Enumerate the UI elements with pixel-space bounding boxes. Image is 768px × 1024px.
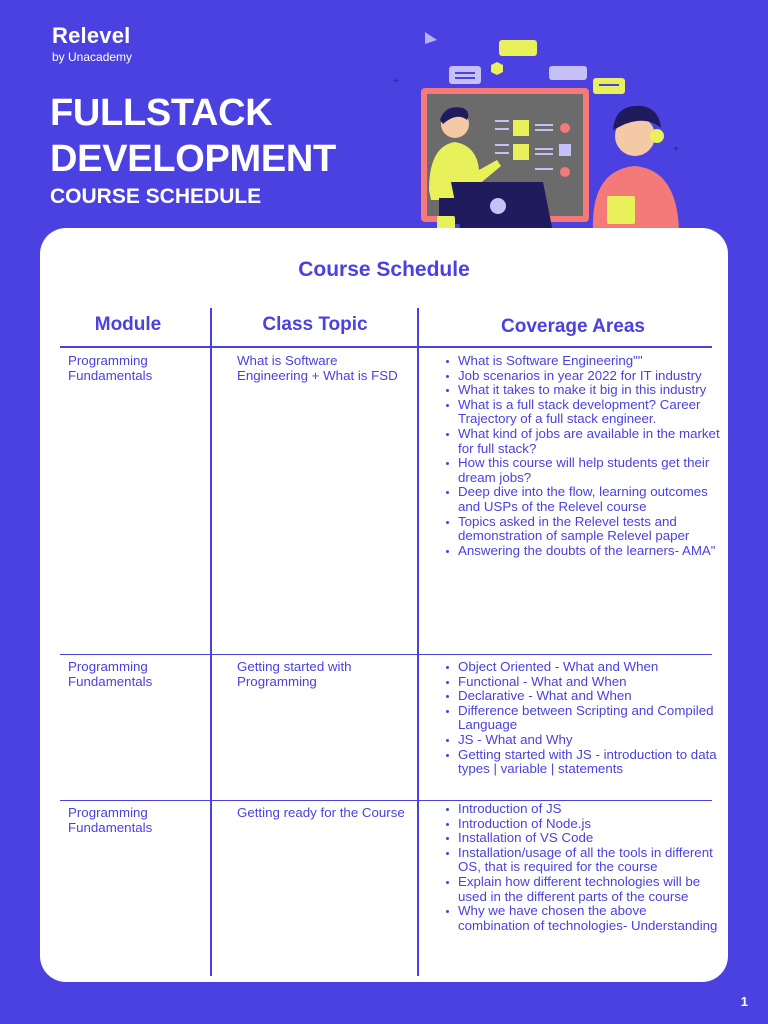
row-3-topic: Getting ready for the Course [237, 805, 405, 820]
row-1-topic: What is Software Engineering + What is FSD [237, 353, 398, 383]
column-divider [210, 308, 212, 976]
header-divider [60, 346, 712, 348]
table-title: Course Schedule [298, 258, 470, 281]
list-item: JS - What and Why [440, 733, 720, 748]
list-item: Installation of VS Code [440, 831, 720, 846]
list-item: Declarative - What and When [440, 689, 720, 704]
page-number: 1 [740, 994, 748, 1009]
column-divider [417, 308, 419, 976]
list-item: Job scenarios in year 2022 for IT industry [440, 369, 720, 384]
title-line-1: FULLSTACK [50, 92, 273, 134]
header-coverage-areas: Coverage Areas [501, 316, 645, 337]
row-divider [60, 654, 712, 655]
list-item: Functional - What and When [440, 675, 720, 690]
page-title [50, 90, 336, 210]
title-line-2: DEVELOPMENT [50, 138, 336, 180]
row-2-coverage [440, 660, 720, 777]
svg-text:+: + [393, 76, 399, 87]
list-item: Introduction of Node.js [440, 817, 720, 832]
list-item: Why we have chosen the above combination of technologies- Understanding [440, 904, 720, 933]
list-item: Getting started with JS - introduction to data types | variable | statements [440, 748, 720, 777]
list-item: What is a full stack development? Career Trajectory of a full stack engineer. [440, 398, 720, 427]
list-item: Explain how different technologies will be used in the different parts of the course [440, 875, 720, 904]
brand-logo [52, 24, 132, 64]
teacher-and-student-laptop-illustration-icon [385, 20, 715, 245]
list-item: What it takes to make it big in this industry [440, 383, 720, 398]
row-3-coverage [440, 802, 720, 933]
row-2-topic: Getting started with Programming [237, 659, 352, 689]
row-1-coverage [440, 354, 720, 558]
row-1-module: Programming Fundamentals [68, 353, 153, 383]
list-item: What is Software Engineering"" [440, 354, 720, 369]
list-item: Answering the doubts of the learners- AMA" [440, 544, 720, 559]
header-module: Module [94, 314, 162, 335]
brand-sub: by Unacademy [52, 50, 133, 64]
header-class-topic: Class Topic [262, 314, 368, 335]
svg-text:+: + [673, 144, 679, 155]
list-item: Deep dive into the flow, learning outcomes and USPs of the Relevel course [440, 485, 720, 514]
row-3-module: Programming Fundamentals [68, 805, 153, 835]
list-item: How this course will help students get their dream jobs? [440, 456, 720, 485]
list-item: Object Oriented - What and When [440, 660, 720, 675]
list-item: Introduction of JS [440, 802, 720, 817]
list-item: Difference between Scripting and Compiled Language [440, 704, 720, 733]
list-item: What kind of jobs are available in the market for full stack? [440, 427, 720, 456]
list-item: Installation/usage of all the tools in different OS, that is required for the course [440, 846, 720, 875]
list-item: Topics asked in the Relevel tests and demonstration of sample Relevel paper [440, 515, 720, 544]
brand-name: Relevel [52, 23, 131, 48]
row-2-module: Programming Fundamentals [68, 659, 153, 689]
page-subtitle: COURSE SCHEDULE [50, 185, 262, 208]
row-divider [60, 800, 712, 801]
course-schedule-card [40, 228, 728, 982]
